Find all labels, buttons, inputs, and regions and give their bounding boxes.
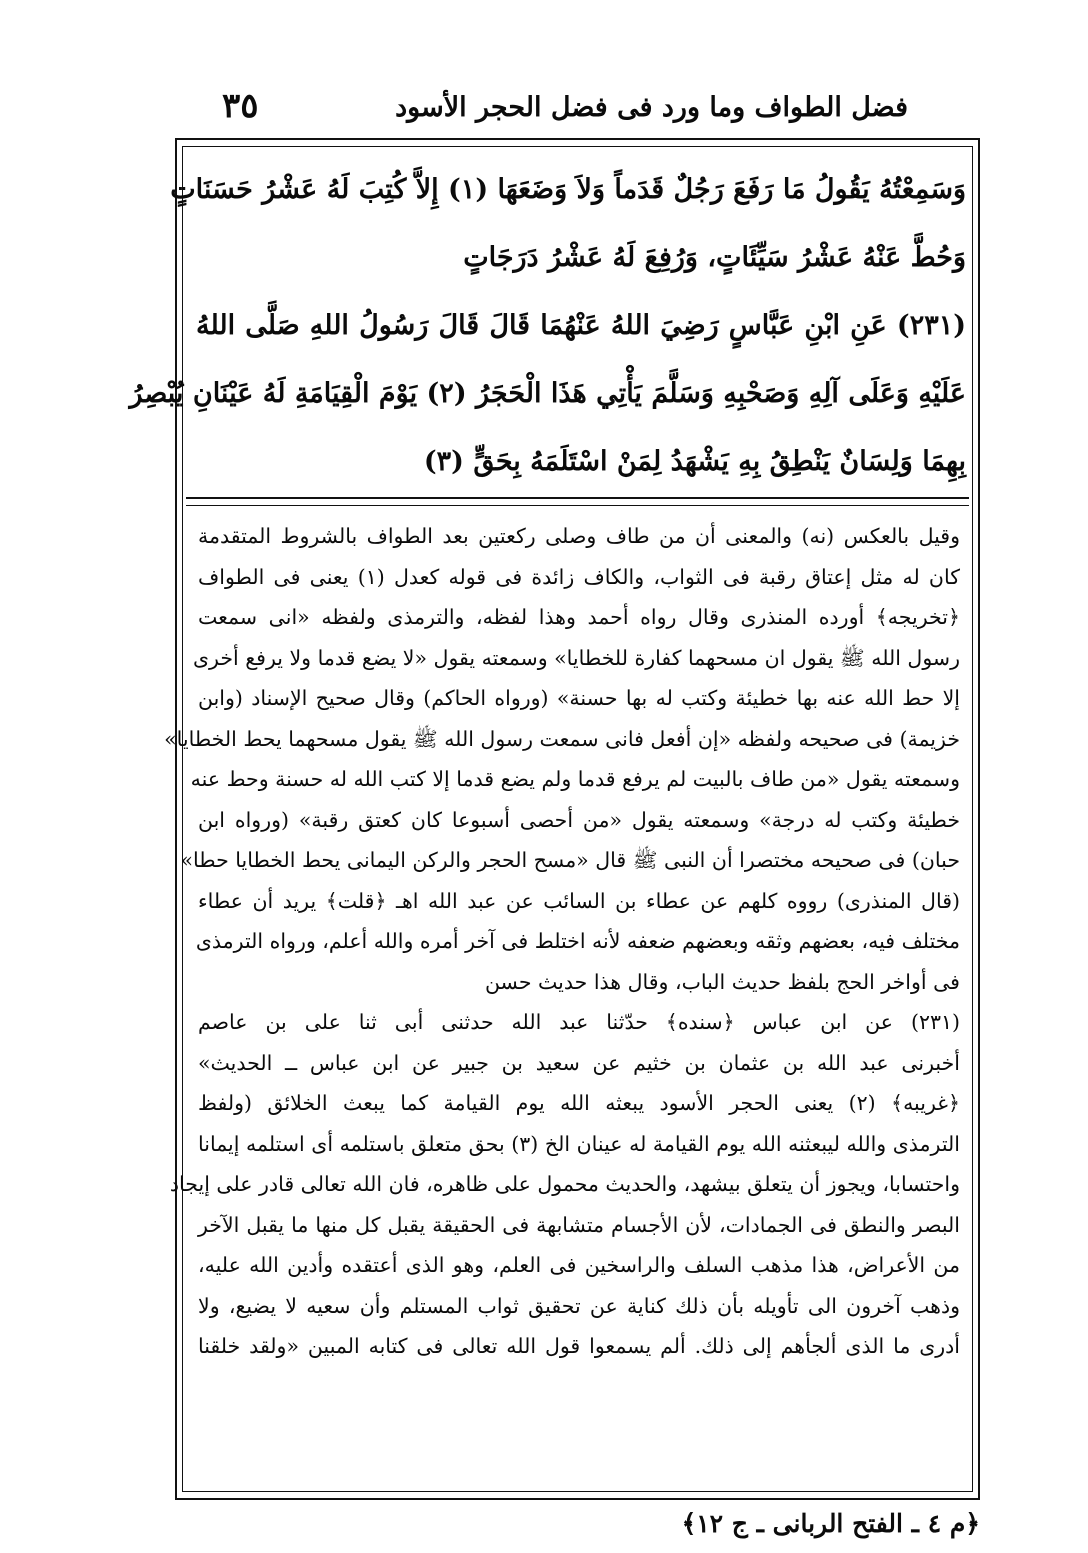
commentary-line: الترمذى والله ليبعثنه الله يوم القيامة له عينان الخ (٣) بحق متعلق باستلمه أى استلمه إيمانا <box>198 1131 960 1156</box>
commentary-line: مختلف فيه، بعضهم وثقه وبعضهم ضعفه لأنه اختلط فى آخر أمره والله أعلم، ورواه الترمذى <box>195 929 960 953</box>
hadith-text-block <box>129 156 966 492</box>
hadith-line: بِهِمَا وَلِسَانٌ يَنْطِقُ بِهِ يَشْهَدُ لِمَنْ اسْتَلَمَهُ بِحَقٍّ (٣) <box>423 446 966 477</box>
commentary-line: ﴿غريبه﴾ (٢) يعنى الحجر الأسود يبعثه الله يوم القيامة كما يبعث الخلائق (ولفظ <box>198 1091 960 1115</box>
commentary-line: أخبرنى عبد الله بن عثمان بن خثيم عن سعيد بن جبير عن ابن عباس ــ الحديث» <box>198 1050 960 1075</box>
commentary-line: خطيئة وكتب له درجة» وسمعته يقول «من أحصى أسبوعا كان كعتق رقبة» (ورواه ابن <box>198 807 960 832</box>
commentary-line: وسمعته يقول «من طاف بالبيت لم يرفع قدما ولم يضع قدما إلا كتب الله له حسنة وحط عنه <box>190 767 960 791</box>
commentary-line: من الأعراض، هذا مذهب السلف والراسخين فى العلم، وهو الذى أعتقده وأدين الله عليه، <box>198 1253 960 1277</box>
commentary-line: واحتسابا، ويجوز أن يتعلق بيشهد، والحديث محمول على ظاهره، فان الله تعالى قادر على إيجاد <box>169 1172 960 1196</box>
commentary-block <box>164 516 960 1491</box>
signature-mark: ﴿م ٤ ـ الفتح الربانى ـ ج ١٢﴾ <box>681 1509 980 1538</box>
commentary-line: وقيل بالعكس (نه) والمعنى أن من طاف وصلى ركعتين بعد الطواف بالشروط المتقدمة <box>198 524 960 548</box>
commentary-line: رسول الله ﷺ يقول ان مسحهما كفارة للخطايا» وسمعته يقول «لا يضع قدما ولا يرفع أخرى <box>193 645 960 670</box>
commentary-line: حبان) فى صحيحه مختصرا أن النبى ﷺ قال «مسح الحجر والركن اليمانى يحط الخطايا حطا» <box>180 848 960 872</box>
hadith-line: عَلَيْهِ وَعَلَى آلِهِ وَصَحْبِهِ وَسَلَّمَ يَأْتِي هَذَا الْحَجَرُ (٢) يَوْمَ الْقِيَامَةِ لَهُ عَيْنَانِ يُبْصِرُ <box>129 378 966 409</box>
commentary-line: (قال المنذرى) رووه كلهم عن عطاء بن السائب عن عبد الله اهـ ﴿قلت﴾ يريد أن عطاء <box>198 888 960 913</box>
commentary-line: ﴿تخريجه﴾ أورده المنذرى وقال رواه أحمد وهذا لفظه، والترمذى ولفظه «انى سمعت <box>198 605 960 629</box>
hadith-line: (٢٣١) عَنِ ابْنِ عَبَّاسٍ رَضِيَ اللهُ عَنْهُمَا قَالَ قَالَ رَسُولُ اللهِ صَلَّى اللهُ <box>196 310 966 341</box>
commentary-line: وذهب آخرون الى تأويله بأن ذلك كناية عن تحقيق ثواب المستلم وأن سعيه لا يضيع، ولا <box>198 1293 960 1318</box>
section-divider-thin <box>186 505 969 506</box>
commentary-line: فى أواخر الحج بلفظ حديث الباب، وقال هذا حديث حسن <box>484 969 960 994</box>
commentary-line: كان له مثل إعتاق رقبة فى الثواب، والكاف زائدة فى قوله كعدل (١) يعنى فى الطواف <box>198 564 960 589</box>
page-number: ٣٥ <box>222 86 259 126</box>
section-divider-thick <box>186 497 969 499</box>
page-header <box>160 86 908 140</box>
commentary-line: البصر والنطق فى الجمادات، لأن الأجسام متشابهة فى الحقيقة يقبل كل منها ما يقبل الآخر <box>198 1212 960 1237</box>
commentary-line: إلا حط الله عنه بها خطيئة وكتب له بها حسنة» (ورواه الحاكم) وقال صحيح الإسناد (وابن <box>198 686 960 710</box>
commentary-line: خزيمة) فى صحيحه ولفظه «إن أفعل فانى سمعت رسول الله ﷺ يقول مسحهما يحط الخطايا» <box>164 726 960 751</box>
page-footer <box>600 1505 980 1549</box>
hadith-line: وَسَمِعْتُهُ يَقُولُ مَا رَفَعَ رَجُلٌ قَدَماً وَلاَ وَضَعَهَا (١) إِلاَّ كُتِبَ لَهُ عَشْرُ حَسَنَاتٍ <box>170 174 966 205</box>
commentary-line: أدرى ما الذى ألجأهم إلى ذلك. ألم يسمعوا قول الله تعالى فى كتابه المبين «ولقد خلقنا <box>198 1334 960 1358</box>
commentary-line: (٢٣١) عن ابن عباس ﴿سنده﴾ حدّثنا عبد الله حدثنى أبى ثنا على بن عاصم <box>198 1010 960 1034</box>
hadith-line: وَحُطَّ عَنْهُ عَشْرُ سَيِّئَاتٍ، وَرُفِعَ لَهُ عَشْرُ دَرَجَاتٍ <box>463 242 966 273</box>
running-title: فضل الطواف وما ورد فى فضل الحجر الأسود <box>395 92 908 123</box>
